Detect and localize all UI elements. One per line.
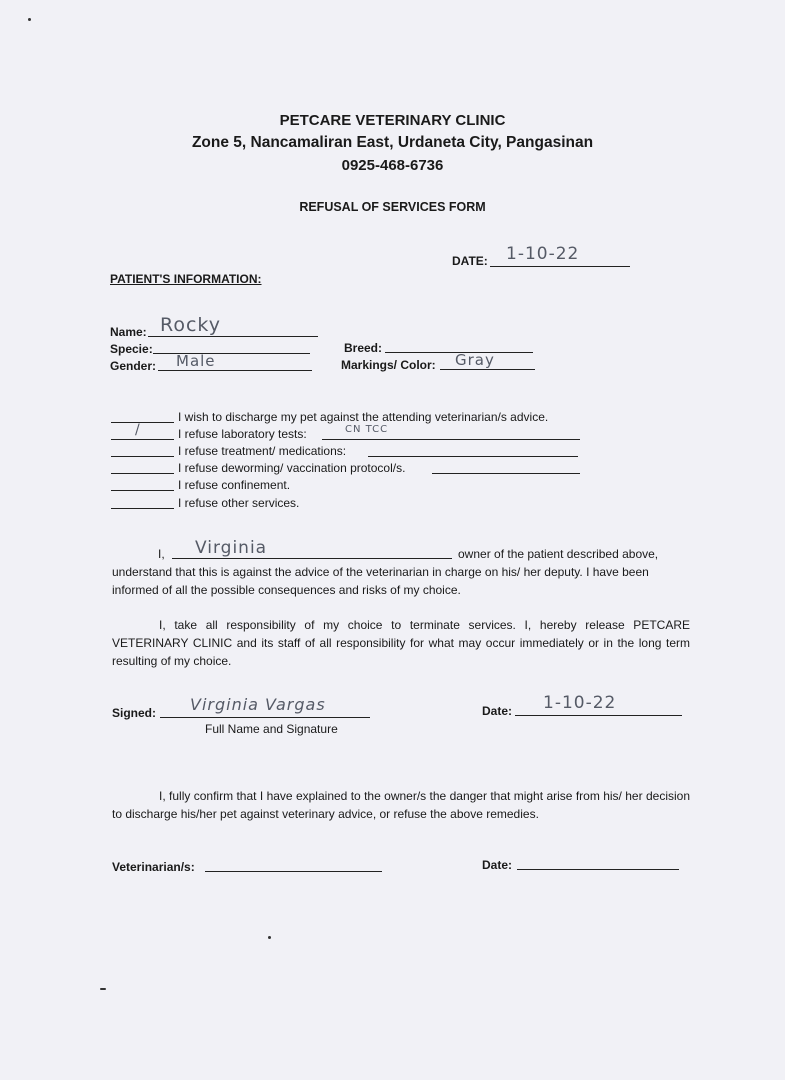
date-label: DATE:	[452, 254, 488, 268]
option-detail[interactable]: CN TCC	[345, 424, 389, 435]
patient-section-title: PATIENT'S INFORMATION:	[110, 272, 262, 286]
signed-line	[160, 717, 370, 718]
option-mark[interactable]: /	[135, 422, 141, 438]
veterinarian-date-label: Date:	[482, 858, 513, 872]
signed-label: Signed:	[112, 706, 156, 720]
option-mark-line	[111, 439, 174, 440]
option-text: I refuse other services.	[178, 496, 300, 510]
breed-label: Breed:	[344, 341, 383, 355]
option-mark-line	[111, 422, 174, 423]
gender-label: Gender:	[110, 359, 157, 373]
gender-line	[158, 370, 312, 371]
date-line	[490, 266, 630, 267]
signature-field[interactable]: Virginia Vargas	[190, 695, 326, 714]
date-field[interactable]: 1-10-22	[506, 244, 580, 264]
option-detail-line	[322, 439, 580, 440]
owner-field[interactable]: Virginia	[195, 538, 268, 558]
veterinarian-label: Veterinarian/s:	[112, 860, 195, 874]
signed-date-line	[515, 715, 682, 716]
name-line	[148, 336, 318, 337]
gender-field[interactable]: Male	[176, 352, 216, 370]
option-mark-line	[111, 473, 174, 474]
statement-line1-suffix: owner of the patient described above,	[458, 547, 659, 561]
scan-speck	[28, 18, 31, 21]
name-field[interactable]: Rocky	[160, 314, 221, 336]
signed-date-label: Date:	[482, 704, 513, 718]
release-paragraph: I, take all responsibility of my choice to terminate services. I, hereby release PETCARE VETERINARY CLINIC and its staff of all responsibility for what may occur immediately or in the long term resulting of my choice.	[112, 618, 690, 668]
signed-date-field[interactable]: 1-10-22	[543, 693, 617, 713]
specie-label: Specie:	[110, 342, 153, 356]
clinic-name: PETCARE VETERINARY CLINIC	[279, 112, 506, 129]
veterinarian-line	[205, 871, 382, 872]
veterinarian-date-line	[517, 869, 679, 870]
owner-line	[172, 558, 452, 559]
statement-prefix: I,	[158, 547, 165, 561]
scan-speck	[268, 936, 271, 939]
markings-field[interactable]: Gray	[455, 351, 495, 369]
option-text: I refuse confinement.	[178, 478, 291, 492]
clinic-address: Zone 5, Nancamaliran East, Urdaneta City, Pangasinan	[191, 134, 594, 151]
markings-label: Markings/ Color:	[341, 358, 436, 372]
statement-rest: understand that this is against the advice of the veterinarian in charge on his/ her deputy. I have been informed of all the possible consequences and risks of my choice.	[112, 565, 649, 597]
option-mark-line	[111, 508, 174, 509]
option-text: I refuse laboratory tests:	[178, 427, 307, 441]
option-text: I wish to discharge my pet against the attending veterinarian/s advice.	[178, 410, 549, 424]
scan-speck	[100, 988, 106, 990]
option-detail-line	[368, 456, 578, 457]
form-title: REFUSAL OF SERVICES FORM	[299, 200, 486, 214]
markings-line	[440, 369, 535, 370]
confirm-paragraph: I, fully confirm that I have explained to the owner/s the danger that might arise from his/ her decision to discharge his/her pet against veterinary advice, or refuse the above remedies.	[112, 789, 690, 821]
option-text: I refuse deworming/ vaccination protocol/s.	[178, 461, 406, 475]
option-mark-line	[111, 456, 174, 457]
name-label: Name:	[110, 325, 147, 339]
option-text: I refuse treatment/ medications:	[178, 444, 347, 458]
signature-caption: Full Name and Signature	[205, 722, 338, 736]
option-detail-line	[432, 473, 580, 474]
option-mark-line	[111, 490, 174, 491]
clinic-phone: 0925-468-6736	[341, 157, 444, 174]
